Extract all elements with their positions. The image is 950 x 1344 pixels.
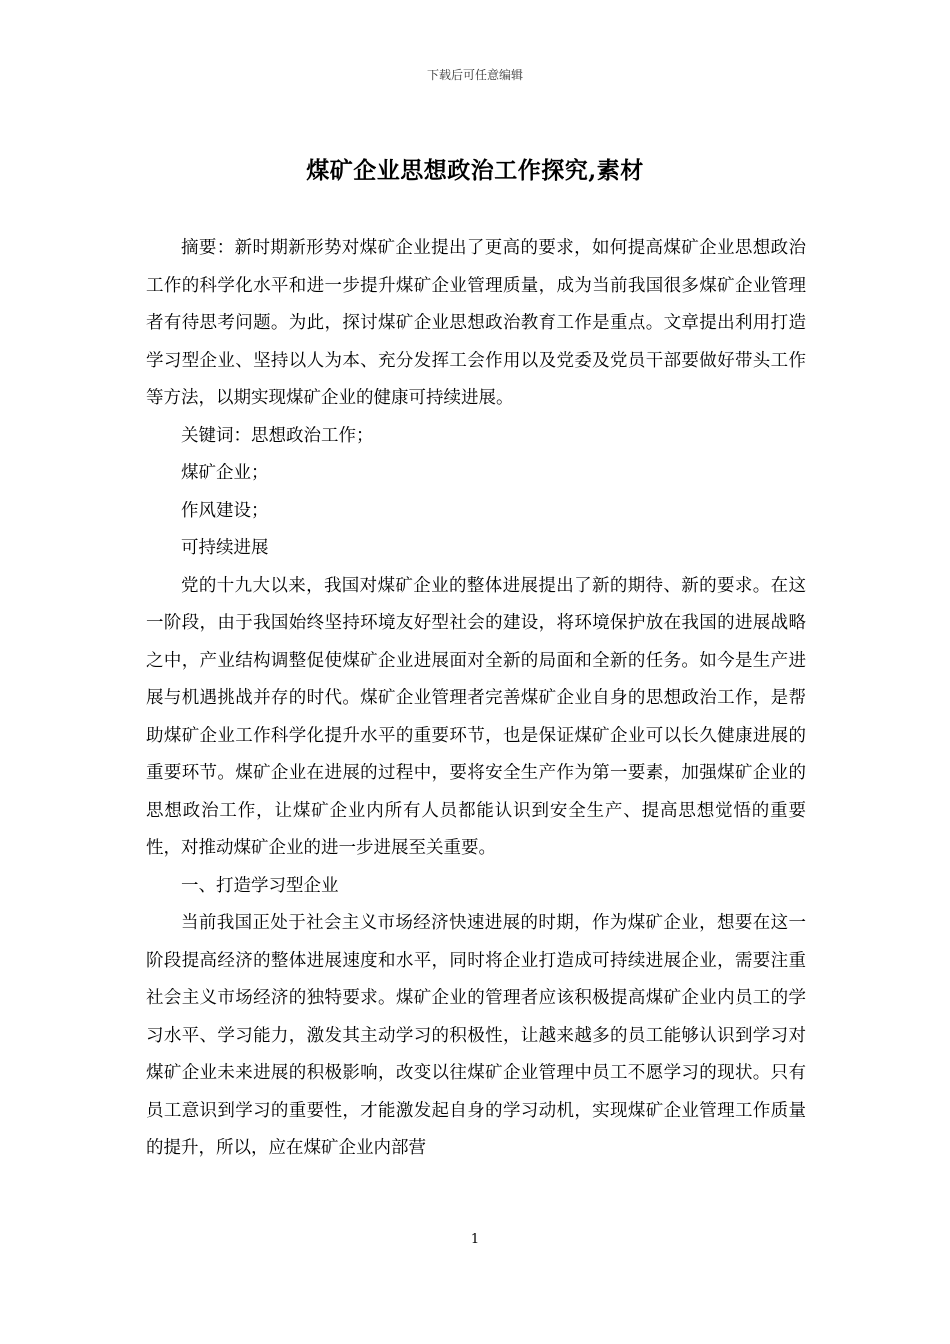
section-paragraph: 当前我国正处于社会主义市场经济快速进展的时期，作为煤矿企业，想要在这一阶段提高经济的整体进展速度和水平，同时将企业打造成可持续进展企业，需要注重社会主义市场经济的独特要求。煤矿企业的管理者应该积极提高煤矿企业内员工的学习水平、学习能力，激发其主动学习的积极性，让越来越多的员工能够认识到学习对煤矿企业未来进展的积极影响，改变以往煤矿企业管理中员工不愿学习的现状。只有员工意识到学习的重要性，才能激发起自身的学习动机，实现煤矿企业管理工作质量的提升，所以，应在煤矿企业内部营	[146, 913, 806, 1158]
page-number: 1	[470, 1232, 480, 1247]
keyword-item: 煤矿企业；	[181, 463, 269, 483]
section-heading: 一、打造学习型企业	[181, 875, 339, 896]
keyword-item: 可持续进展	[181, 538, 269, 558]
document-body	[146, 230, 806, 1168]
keyword-item: 作风建设；	[181, 500, 269, 521]
document-title: 煤矿企业思想政治工作探究,素材	[306, 157, 644, 184]
abstract-paragraph: 摘要：新时期新形势对煤矿企业提出了更高的要求，如何提高煤矿企业思想政治工作的科学化水平和进一步提升煤矿企业管理质量，成为当前我国很多煤矿企业管理者有待思考问题。为此，探讨煤矿企业思想政治教育工作是重点。文章提出利用打造学习型企业、坚持以人为本、充分发挥工会作用以及党委及党员干部要做好带头工作等方法，以期实现煤矿企业的健康可持续进展。	[146, 238, 806, 408]
keywords-line: 关键词：思想政治工作；	[181, 425, 374, 446]
header-note: 下载后可任意编辑	[426, 68, 523, 82]
intro-paragraph: 党的十九大以来，我国对煤矿企业的整体进展提出了新的期待、新的要求。在这一阶段，由于我国始终坚持环境友好型社会的建设，将环境保护放在我国的进展战略之中，产业结构调整促使煤矿企业进展面对全新的局面和全新的任务。如今是生产进展与机遇挑战并存的时代。煤矿企业管理者完善煤矿企业自身的思想政治工作，是帮助煤矿企业工作科学化提升水平的重要环节，也是保证煤矿企业可以长久健康进展的重要环节。煤矿企业在进展的过程中，要将安全生产作为第一要素，加强煤矿企业的思想政治工作，让煤矿企业内所有人员都能认识到安全生产、提高思想觉悟的重要性，对推动煤矿企业的进一步进展至关重要。	[146, 575, 806, 858]
